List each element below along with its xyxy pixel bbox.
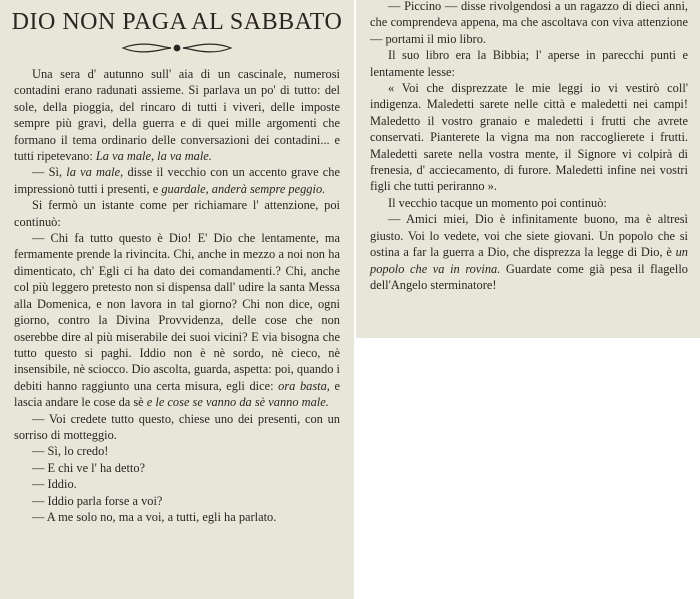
paragraph-old-man <box>14 164 340 197</box>
paragraph-speech <box>14 230 340 410</box>
speech-quote-a: ora basta, <box>278 378 330 393</box>
conclusion-quote: un popolo che va in rovina. <box>370 245 688 276</box>
dialogue-line: — Iddio parla forse a voi? <box>32 493 163 508</box>
paragraph-boy: — Piccino — disse rivolgendosi a un ragazzo di dieci anni, che comprendeva appena, ma che ascoltava con viva attenzione — portami il mio libro. <box>370 0 688 46</box>
dialogue-line: — E chi ve l' ha detto? <box>32 460 146 475</box>
right-page <box>356 0 700 338</box>
dialogue-line: — Iddio. <box>32 477 77 492</box>
dialogue-line: — Sì, lo credo! <box>32 444 109 459</box>
speech-text-b: e lascia andare le cose da sè <box>14 378 340 410</box>
old-man-text-b: disse il vecchio con un accento grave che impressionò tutti i presenti, e <box>14 165 340 196</box>
left-column-text <box>14 66 340 525</box>
divider-ornament-icon <box>0 40 354 56</box>
speech-text-a: — Chi fa tutto questo è Dio! E' Dio che lentamente, ma fermamente prende la rivincita. Chi, anche in mezzo a noi non ha dimenticato, ch' Egli ci ha dato dei comandamenti.? Chi, anche col più leggero pretesto non si dispensa dall' udire la santa Messa alla Domenica, e non lavora in tal giorno? Chi non dice, ogni giorno, contro la Divina Provvidenza, delle cose che non oserebbe dire al più miserabile dei suoi vicini? E via bisogna che tutto questo si paghi. Iddio non è nè sordo, nè cieco, nè insensibile, nè sciocco. Dio ascolta, guarda, aspetta: poi, quando i debiti hanno raggiunto una certa misura, egli dice: <box>14 231 340 393</box>
old-man-quote-a: la va male, <box>66 165 124 180</box>
paragraph-pause: Si fermò un istante come per richiamare l' attenzione, poi continuò: <box>14 198 340 229</box>
paragraph-silence: Il vecchio tacque un momento poi continuò: <box>388 195 607 210</box>
dialogue-line: — A me solo no, ma a voi, a tutti, egli ha parlato. <box>32 509 277 524</box>
old-man-text-a: — Sì, <box>32 165 63 180</box>
ornament-svg <box>121 40 233 56</box>
right-column-text <box>370 0 688 293</box>
conclusion-text-b: Guardate come già pesa il flagello dell'Angelo sterminatore! <box>370 261 688 292</box>
paragraph-curse-quote: « Voi che disprezzate le mie leggi io vi vestirò coll' indigenza. Maledetti sarete nelle città e maledetti nei campi! Maledetto il vostro granaio e maledetti i frutti che avrete conservati. Pianterete la vigna ma non raccoglierete i frutti. Maledetti sarete nella vostra mente, il Signore vi colpirà di frenesia, d' acciecamento, di furore. Maledetti infine nei vostri figli che tutti periranno ». <box>370 81 688 194</box>
intro-text: Una sera d' autunno sull' aia di un cascinale, numerosi contadini erano radunati assieme. Si parlava un po' di tutto: del sole, della pioggia, del rincaro di tutti i viveri, delle imposte sempre più gravi, della guerra e di quei mille argomenti che formano il tema ordinario delle conversazioni dei contadini... e tutti ripetevano: <box>14 67 340 164</box>
paragraph-bible: Il suo libro era la Bibbia; l' aperse in parecchi punti e lentamente lesse: <box>370 48 688 79</box>
paragraph-question: — Voi credete tutto questo, chiese uno dei presenti, con un sorriso di motteggio. <box>14 411 340 442</box>
article-title: DIO NON PAGA AL SABBATO <box>11 9 343 35</box>
intro-quote: La va male, la va male. <box>95 149 212 164</box>
paragraph-intro <box>14 66 340 164</box>
conclusion-text-a: — Amici miei, Dio è infinitamente buono, ma è altresì giusto. Voi lo vedete, voi che siete giovani. Un popolo che si ostina a far la guerra a Dio, che disprezza la legge di Dio, è <box>370 212 688 260</box>
paragraph-conclusion <box>370 211 688 293</box>
old-man-quote-b: guardale, anderà sempre peggio. <box>161 181 326 196</box>
speech-quote-b: e le cose se vanno da sè vanno male. <box>146 395 329 410</box>
